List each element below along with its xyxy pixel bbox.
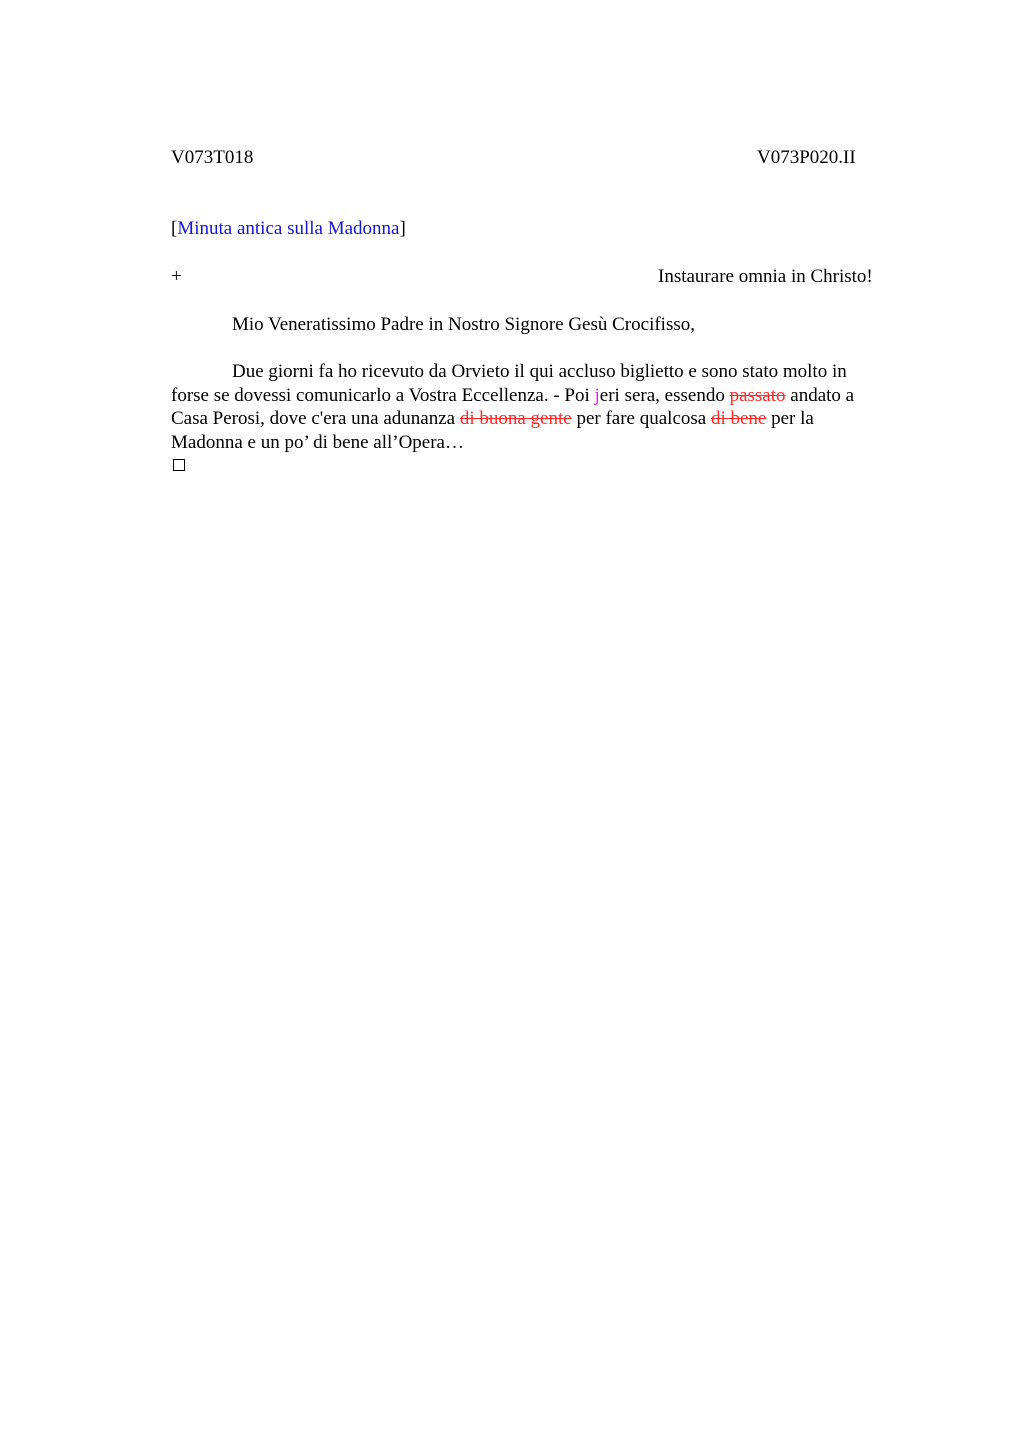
- body-line-3-part-a: Casa Perosi, dove c'era una adunanza: [171, 408, 460, 429]
- cross-symbol: +: [171, 266, 182, 287]
- document-page: [171, 146, 921, 453]
- deleted-word-passato: passato: [729, 384, 786, 406]
- body-line-3-part-c: per la: [766, 408, 814, 429]
- body-line-2: [171, 384, 921, 408]
- deleted-phrase-di-bene: di bene: [710, 408, 767, 429]
- body-line-3-part-b: per fare qualcosa: [571, 408, 711, 429]
- document-code-right: V073P020.II: [757, 147, 856, 168]
- document-code-left: V073T018: [171, 147, 254, 168]
- body-line-3: [171, 407, 921, 431]
- motto-text: Instaurare omnia in Christo!: [658, 266, 873, 287]
- empty-square-icon: [173, 459, 185, 471]
- title-open-bracket: [: [171, 218, 178, 239]
- deleted-phrase-di-buona-gente: di buona gente: [459, 408, 572, 429]
- body-line-2-part-b: eri sera, essendo: [599, 384, 730, 406]
- body-line-4: Madonna e un po’ di bene all’Opera…: [171, 431, 464, 453]
- salutation: Mio Veneratissimo Padre in Nostro Signore Gesù Crocifisso,: [232, 314, 695, 335]
- body-line-2-part-c: andato a: [785, 384, 855, 406]
- letter-body: [171, 360, 921, 454]
- title-close-bracket: ]: [399, 218, 406, 239]
- inserted-letter: j: [594, 384, 600, 406]
- document-header: [171, 146, 921, 170]
- document-title: [171, 217, 406, 241]
- title-text: Minuta antica sulla Madonna: [177, 218, 400, 239]
- motto-row: [171, 265, 921, 289]
- body-line-2-part-a: forse se dovessi comunicarlo a Vostra Eccellenza. - Poi: [171, 384, 595, 406]
- body-line-1: Due giorni fa ho ricevuto da Orvieto il qui accluso biglietto e sono stato molto in: [232, 361, 847, 382]
